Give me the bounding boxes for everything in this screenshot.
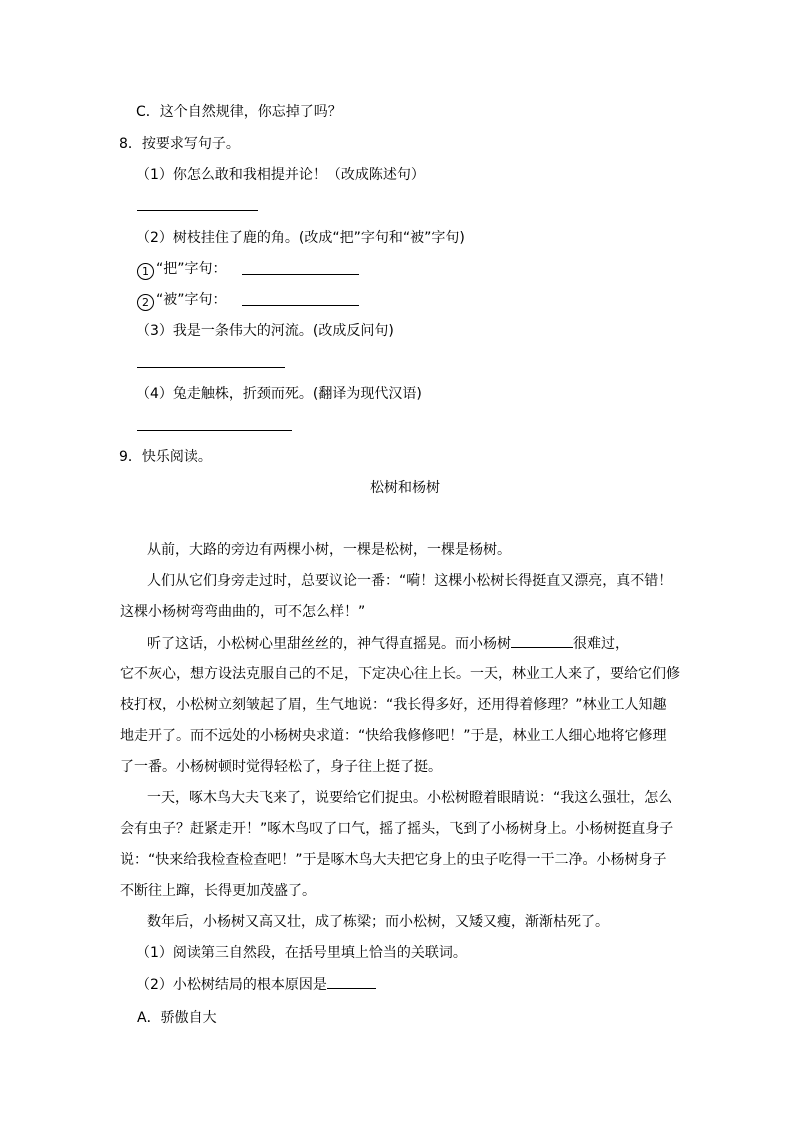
conjunction-blank[interactable] [511, 633, 573, 648]
passage-line-2: 人们从它们身旁走过时，总要议论一番：“嗬！这棵小松树长得挺直又漂亮，真不错！ [147, 573, 673, 589]
q8-part4-prompt: （4）兔走触株，折颈而死。(翻译为现代汉语) [136, 386, 422, 402]
q8-part4-answer-blank[interactable] [137, 430, 292, 431]
circled-number-2-icon: 2 [137, 294, 154, 311]
q8-ba-label-text: “把”字句： [156, 261, 227, 277]
q8-heading: 8．按要求写句子。 [119, 136, 240, 152]
passage-line-4 [147, 633, 629, 654]
q8-part2-prompt: （2）树枝挂住了鹿的角。(改成“把”字句和“被”字句) [136, 230, 465, 246]
q8-part1-prompt: （1）你怎么敢和我相提并论！（改成陈述句） [136, 167, 425, 183]
circled-number-1-icon: 1 [137, 263, 154, 280]
passage-line-9: 一天，啄木鸟大夫飞来了，说要给它们捉虫。小松树瞪着眼睛说：“我这么强壮，怎么 [147, 790, 673, 806]
passage-line-3: 这棵小杨树弯弯曲曲的，可不怎么样！” [120, 604, 366, 620]
q9-option-a: A．骄傲自大 [137, 1010, 217, 1026]
q8-part2-bei-label [137, 290, 227, 311]
passage-line-10: 会有虫子？赶紧走开！”啄木鸟叹了口气，摇了摇头，飞到了小杨树身上。小杨树挺直身子 [120, 821, 674, 837]
passage-line-11: 说：“快来给我检查检查吧！”于是啄木鸟大夫把它身上的虫子吃得一干二净。小杨树身子 [120, 852, 667, 868]
q9-sub2 [136, 974, 376, 995]
q8-part3-answer-blank[interactable] [137, 367, 285, 368]
passage-line-1: 从前，大路的旁边有两棵小树，一棵是松树，一棵是杨树。 [147, 542, 511, 558]
passage-line-13: 数年后，小杨树又高又壮，成了栋梁；而小松树，又矮又瘦，渐渐枯死了。 [147, 914, 609, 930]
passage-line-4-end: 很难过， [573, 636, 629, 652]
q9-sub1: （1）阅读第三自然段，在括号里填上恰当的关联词。 [136, 945, 467, 961]
q8-part2-ba-blank[interactable] [242, 274, 359, 275]
q8-part3-prompt: （3）我是一条伟大的河流。(改成反问句) [136, 323, 394, 339]
q8-part1-answer-blank[interactable] [137, 210, 258, 211]
passage-line-4-start: 听了这话，小松树心里甜丝丝的，神气得直摇晃。而小杨树 [147, 636, 511, 652]
passage-title: 松树和杨树 [370, 480, 440, 496]
passage-line-6: 枝打杈，小松树立刻皱起了眉，生气地说：“我长得多好，还用得着修理？”林业工人知趣 [120, 697, 667, 713]
passage-line-8: 了一番。小杨树顿时觉得轻松了，身子往上挺了挺。 [120, 759, 442, 775]
passage-line-7: 地走开了。而不远处的小杨树央求道：“快给我修修吧！”于是，林业工人细心地将它修理 [120, 728, 667, 744]
q9-heading: 9．快乐阅读。 [119, 449, 212, 465]
q8-part2-ba-label [137, 259, 227, 280]
passage-line-12: 不断往上蹿，长得更加茂盛了。 [120, 883, 316, 899]
q9-sub2-text: （2）小松树结局的根本原因是 [136, 977, 327, 993]
q7-option-c: C．这个自然规律，你忘掉了吗？ [136, 104, 342, 120]
q8-part2-bei-blank[interactable] [242, 305, 359, 306]
passage-line-5: 它不灰心，想方设法克服自己的不足，下定决心往上长。一天，林业工人来了，要给它们修 [120, 666, 680, 682]
q8-bei-label-text: “被”字句： [156, 292, 227, 308]
q9-sub2-answer-blank[interactable] [327, 974, 376, 989]
